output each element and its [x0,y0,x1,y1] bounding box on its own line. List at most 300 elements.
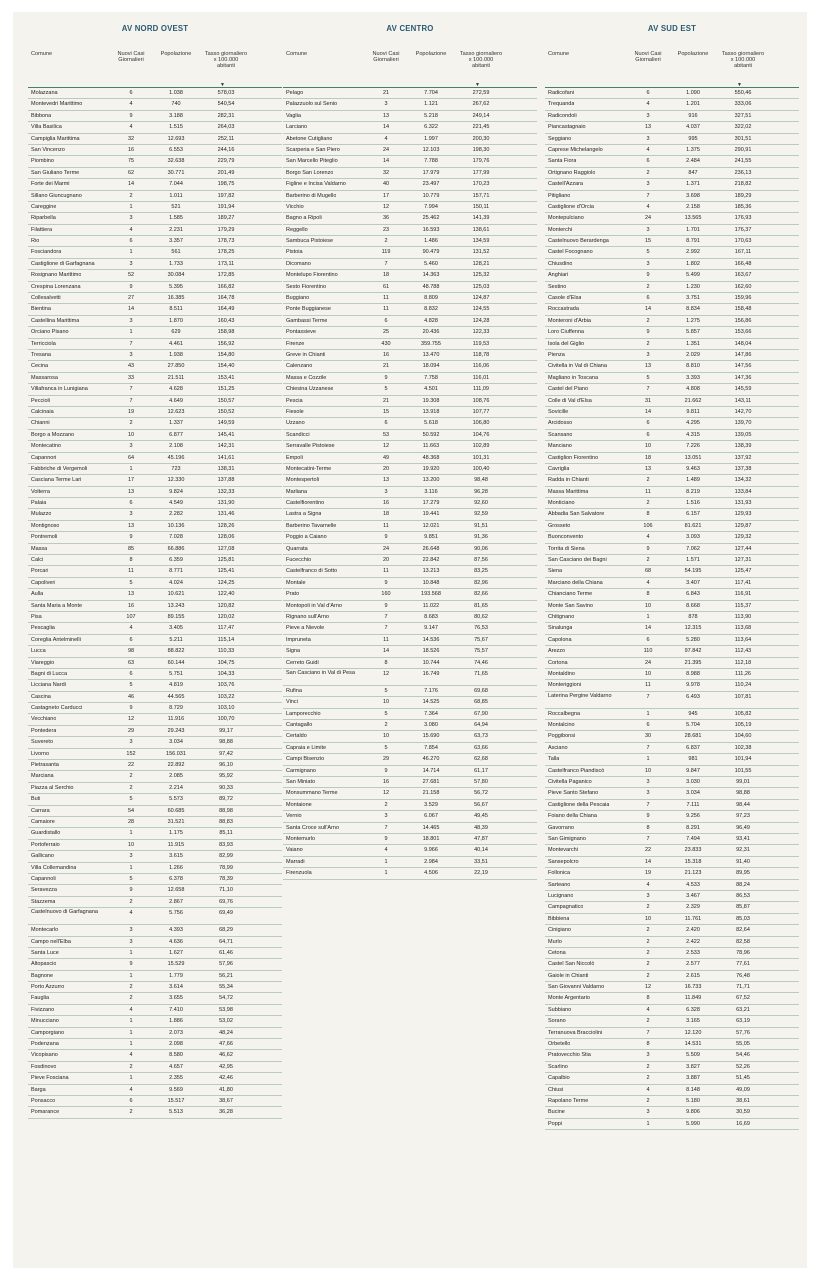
table-row [545,213,799,224]
tasso-cell: 173,11 [217,260,235,267]
comune-cell: Pratovecchio Stia [548,1052,591,1059]
comune-cell: Sesto Fiorentino [286,283,327,290]
nuovi-casi-cell: 14 [644,625,652,632]
table-row [28,806,282,817]
tasso-cell: 85,87 [736,904,750,911]
table-row [283,464,537,475]
popolazione-cell: 6.378 [169,875,183,882]
nuovi-casi-cell: 6 [129,90,133,96]
popolazione-cell: 1.121 [424,101,438,108]
popolazione-cell: 4.393 [169,927,183,934]
table-row [283,430,537,441]
table-row [28,794,282,805]
popolazione-cell: 8.729 [169,705,183,712]
nuovi-casi-cell: 2 [129,1109,133,1116]
tasso-cell: 131,46 [217,511,235,518]
popolazione-cell: 12.330 [167,477,185,484]
nuovi-casi-cell: 9 [646,329,650,336]
table-row [28,259,282,270]
popolazione-cell: 2.231 [169,226,183,233]
comune-cell: Prato [286,591,300,598]
nuovi-casi-cell: 4 [129,910,133,917]
table-row [545,1005,799,1016]
nuovi-casi-cell: 24 [644,215,652,222]
popolazione-cell: 23.497 [422,181,440,188]
nuovi-casi-cell: 2 [646,949,650,956]
nuovi-casi-cell: 4 [129,1006,133,1013]
popolazione-cell: 30.084 [167,272,185,279]
popolazione-cell: 7.854 [424,744,438,751]
table-row [545,282,799,293]
tasso-cell: 82,99 [219,853,233,860]
table-row [545,646,799,657]
popolazione-cell: 10.136 [167,522,185,529]
tasso-cell: 61,46 [219,949,233,956]
tasso-cell: 197,82 [217,192,235,199]
table-row [28,993,282,1004]
comune-cell: Radicondoli [548,112,577,119]
comune-cell: Ponsacco [31,1097,56,1104]
sort-caret-icon[interactable]: ▼ [220,82,225,88]
sort-caret-icon[interactable]: ▼ [737,82,742,88]
comune-cell: Montecarlo [31,927,59,934]
table-row [283,754,537,765]
comune-cell: Ponte Buggianese [286,306,331,313]
tasso-cell: 41,80 [219,1086,233,1093]
table-row [283,396,537,407]
popolazione-cell: 2.214 [169,784,183,791]
popolazione-cell: 14.525 [422,699,440,706]
tasso-cell: 80,62 [474,613,488,620]
popolazione-cell: 10.744 [422,659,440,666]
comune-cell: Coreglia Antelminelli [31,636,81,643]
tasso-cell: 98,48 [474,477,488,484]
tasso-cell: 189,27 [217,215,235,222]
comune-cell: Vicopisano [31,1052,58,1059]
table-row [545,959,799,970]
tasso-cell: 578,03 [217,90,235,96]
popolazione-cell: 8.511 [169,306,183,313]
tasso-cell: 69,76 [219,898,233,905]
table-row [28,703,282,714]
nuovi-casi-cell: 1 [129,1075,133,1082]
nuovi-casi-cell: 1 [129,1018,133,1025]
header-tasso[interactable]: Tasso giornaliero x 100.000 abitanti [459,51,503,69]
nuovi-casi-cell: 5 [384,744,388,751]
popolazione-cell: 1.870 [169,317,183,324]
tasso-cell: 148,04 [734,340,752,347]
tasso-cell: 97,23 [736,813,750,820]
popolazione-cell: 847 [688,169,698,176]
tasso-cell: 96,28 [474,488,488,495]
table-row [28,213,282,224]
tasso-cell: 143,11 [734,397,752,404]
table-row [28,1085,282,1096]
table-row [28,99,282,110]
popolazione-cell: 2.867 [169,898,183,905]
table-row [545,1039,799,1050]
popolazione-cell: 17.979 [422,169,440,176]
table-row [283,475,537,486]
tasso-cell: 104,60 [734,733,752,740]
table-row [283,339,537,350]
nuovi-casi-cell: 2 [129,984,133,991]
comune-cell: Monte San Savino [548,602,593,609]
comune-cell: Scandicci [286,431,310,438]
comune-cell: Pienza [548,351,565,358]
nuovi-casi-cell: 2 [129,420,133,427]
tasso-cell: 125,47 [734,568,752,575]
popolazione-cell: 18.526 [422,648,440,655]
nuovi-casi-cell: 7 [384,260,388,267]
comune-cell: Cavriglia [548,465,570,472]
popolazione-cell: 14.363 [422,272,440,279]
comune-cell: Rignano sull'Arno [286,613,329,620]
nuovi-casi-cell: 8 [129,557,133,564]
comune-cell: Pieve Fosciana [31,1075,69,1082]
comune-cell: Capoliveri [31,579,56,586]
nuovi-casi-cell: 10 [644,602,652,609]
nuovi-casi-cell: 4 [646,1006,650,1013]
nuovi-casi-cell: 6 [646,158,650,165]
comune-cell: Seravezza [31,887,57,894]
table-row [28,532,282,543]
nuovi-casi-cell: 7 [129,340,133,347]
popolazione-cell: 12.103 [422,146,440,153]
popolazione-cell: 3.357 [169,238,183,245]
nuovi-casi-cell: 2 [646,283,650,290]
table-row [283,247,537,258]
tasso-cell: 100,40 [472,465,490,472]
comune-cell: Trequanda [548,101,575,108]
comune-cell: Vernio [286,813,302,820]
nuovi-casi-cell: 2 [646,972,650,979]
popolazione-cell: 3.887 [686,1075,700,1082]
tasso-cell: 67,90 [474,710,488,717]
table-header [283,51,537,87]
table-row [28,959,282,970]
column-av-sud-est [545,24,799,1130]
table-row [28,971,282,982]
popolazione-cell: 88.822 [167,648,185,655]
sort-caret-icon[interactable]: ▼ [475,82,480,88]
comune-cell: Buonconvento [548,534,584,541]
comune-cell: Figline e Incisa Valdarno [286,181,346,188]
nuovi-casi-cell: 8 [646,995,650,1002]
tasso-cell: 55,34 [219,984,233,991]
popolazione-cell: 2.158 [686,203,700,210]
nuovi-casi-cell: 9 [129,961,133,968]
tasso-cell: 76,53 [474,625,488,632]
comune-cell: Vicchio [286,203,304,210]
table-row [28,350,282,361]
table-row [545,191,799,202]
tasso-cell: 122,33 [472,329,490,336]
header-tasso[interactable]: Tasso giornaliero x 100.000 abitanti [721,51,765,69]
table-row [28,771,282,782]
tasso-cell: 92,60 [474,500,488,507]
popolazione-cell: 9.824 [169,488,183,495]
tasso-cell: 57,80 [474,779,488,786]
table-row [28,498,282,509]
popolazione-cell: 97.842 [684,648,702,655]
comune-cell: Sorano [548,1018,566,1025]
popolazione-cell: 916 [688,112,698,119]
tasso-cell: 282,31 [217,112,235,119]
comune-cell: Altopascio [31,961,57,968]
popolazione-cell: 723 [171,465,181,472]
popolazione-cell: 629 [171,329,181,336]
table-row [28,407,282,418]
nuovi-casi-cell: 3 [129,927,133,934]
tasso-cell: 200,30 [472,135,490,142]
popolazione-cell: 7.410 [169,1006,183,1013]
comune-cell: Castelfranco Piandiscò [548,767,605,774]
tasso-cell: 147,86 [734,351,752,358]
table-row [283,111,537,122]
comune-cell: Bientina [31,306,51,313]
nuovi-casi-cell: 7 [646,801,650,808]
popolazione-cell: 1.371 [686,181,700,188]
comune-cell: Ortignano Raggiolo [548,169,596,176]
comune-cell: Loro Ciuffenna [548,329,584,336]
nuovi-casi-cell: 36 [382,215,390,222]
table-row [545,948,799,959]
comune-cell: Carmignano [286,767,316,774]
comune-cell: Castelnuovo Berardenga [548,238,609,245]
table-row [28,1005,282,1016]
comune-cell: Pietrasanta [31,762,59,769]
popolazione-cell: 81.621 [684,522,702,529]
popolazione-cell: 3.467 [686,892,700,899]
popolazione-cell: 521 [171,203,181,210]
popolazione-cell: 5.751 [169,670,183,677]
table-row [28,293,282,304]
table-row [28,578,282,589]
tasso-cell: 176,93 [734,215,752,222]
comune-cell: Abetone Cutigliano [286,135,333,142]
comune-cell: Mulazzo [31,511,52,518]
nuovi-casi-cell: 13 [382,477,390,484]
nuovi-casi-cell: 2 [646,904,650,911]
tasso-cell: 142,31 [217,443,235,450]
nuovi-casi-cell: 6 [384,420,388,427]
comune-cell: Lamporecchio [286,710,321,717]
nuovi-casi-cell: 85 [127,545,135,552]
popolazione-cell: 3.529 [424,801,438,808]
popolazione-cell: 9.811 [686,408,700,415]
table-row [545,914,799,925]
popolazione-cell: 8.771 [169,568,183,575]
tasso-cell: 241,55 [734,158,752,165]
tasso-cell: 42,46 [219,1075,233,1082]
comune-cell: Quarrata [286,545,308,552]
popolazione-cell: 8.668 [686,602,700,609]
comune-cell: Signa [286,648,301,655]
table-row [28,863,282,874]
nuovi-casi-cell: 13 [644,124,652,131]
nuovi-casi-cell: 32 [127,135,135,142]
table-row [283,384,537,395]
nuovi-casi-cell: 4 [129,226,133,233]
table-row [545,316,799,327]
comune-cell: Certaldo [286,733,307,740]
popolazione-cell: 11.915 [167,841,185,848]
comune-cell: Villafranca in Lunigiana [31,386,88,393]
tasso-cell: 128,26 [217,522,235,529]
popolazione-cell: 193.568 [421,591,441,598]
comune-cell: Sansepolcro [548,858,579,865]
table-row [545,680,799,691]
table-row [28,737,282,748]
comune-cell: Borgo San Lorenzo [286,169,334,176]
table-row [28,521,282,532]
comune-cell: Massarosa [31,374,58,381]
nuovi-casi-cell: 5 [646,249,650,256]
comune-cell: Castell'Azzara [548,181,583,188]
popolazione-cell: 9.966 [424,847,438,854]
nuovi-casi-cell: 16 [382,500,390,507]
tasso-cell: 166,82 [217,283,235,290]
table-row [545,1062,799,1073]
tasso-cell: 53,02 [219,1018,233,1025]
comune-cell: Barberino Tavarnelle [286,522,337,529]
tasso-cell: 177,99 [472,169,490,176]
table-row [545,601,799,612]
tasso-cell: 112,43 [734,648,752,655]
tasso-cell: 75,57 [474,648,488,655]
tasso-cell: 82,66 [474,591,488,598]
tasso-cell: 128,06 [217,534,235,541]
table-row [28,509,282,520]
comune-cell: Bagnone [31,972,54,979]
table-row [545,658,799,669]
tasso-cell: 97,42 [219,750,233,757]
table-row [545,418,799,429]
table-row [28,646,282,657]
popolazione-cell: 48.788 [422,283,440,290]
comune-cell: Scarlino [548,1063,568,1070]
table-row [545,857,799,868]
nuovi-casi-cell: 2 [646,1097,650,1104]
popolazione-cell: 3.188 [169,112,183,119]
nuovi-casi-cell: 98 [127,648,135,655]
tasso-cell: 83,93 [219,841,233,848]
popolazione-cell: 15.318 [684,858,702,865]
tasso-cell: 131,52 [472,249,490,256]
table-row [28,270,282,281]
nuovi-casi-cell: 5 [384,687,388,694]
table-row [545,99,799,110]
tasso-cell: 95,92 [219,773,233,780]
table-row [545,766,799,777]
popolazione-cell: 12.120 [684,1029,702,1036]
popolazione-cell: 1.486 [424,238,438,245]
tasso-cell: 138,61 [472,226,490,233]
table-row [28,623,282,634]
comune-cell: Fiesole [286,408,304,415]
nuovi-casi-cell: 52 [127,272,135,279]
comune-cell: Montepulciano [548,215,584,222]
nuovi-casi-cell: 9 [646,813,650,820]
table-row [545,384,799,395]
tasso-cell: 108,76 [472,397,490,404]
popolazione-cell: 2.484 [686,158,700,165]
nuovi-casi-cell: 4 [129,101,133,108]
tasso-cell: 137,38 [734,465,752,472]
table-row [28,760,282,771]
popolazione-cell: 10.779 [422,192,440,199]
popolazione-cell: 2.329 [686,904,700,911]
tasso-cell: 124,87 [472,295,490,302]
nuovi-casi-cell: 2 [646,938,650,945]
nuovi-casi-cell: 2 [646,961,650,968]
tasso-cell: 125,81 [217,557,235,564]
comune-cell: Montopoli in Val d'Arno [286,602,342,609]
popolazione-cell: 4.549 [169,500,183,507]
tasso-cell: 69,49 [219,910,233,917]
comune-cell: Minucciano [31,1018,59,1025]
table-row [545,441,799,452]
nuovi-casi-cell: 9 [384,767,388,774]
table-row [283,743,537,754]
table-row [28,1073,282,1084]
nuovi-casi-cell: 7 [646,1029,650,1036]
column-title: AV SUD EST [647,24,697,33]
table-row [283,566,537,577]
tasso-cell: 40,14 [474,847,488,854]
tasso-cell: 120,02 [217,613,235,620]
tasso-cell: 102,89 [472,443,490,450]
nuovi-casi-cell: 3 [646,892,650,899]
table-row [28,726,282,737]
table-row [28,851,282,862]
tasso-cell: 125,03 [472,283,490,290]
popolazione-cell: 23.833 [684,847,702,854]
nuovi-casi-cell: 21 [382,90,390,96]
popolazione-cell: 12.658 [167,887,185,894]
nuovi-casi-cell: 7 [384,824,388,831]
tasso-cell: 82,58 [736,938,750,945]
popolazione-cell: 5.509 [686,1052,700,1059]
header-tasso[interactable]: Tasso giornaliero x 100.000 abitanti [204,51,248,69]
nuovi-casi-cell: 7 [646,836,650,842]
nuovi-casi-cell: 10 [127,431,135,438]
comune-cell: Montaldino [548,670,575,677]
nuovi-casi-cell: 2 [384,801,388,808]
comune-cell: Monsummano Terme [286,790,338,797]
nuovi-casi-cell: 1 [129,949,133,956]
nuovi-casi-cell: 10 [382,733,390,740]
popolazione-cell: 5.857 [686,329,700,336]
popolazione-cell: 1.802 [686,260,700,267]
comune-cell: Peccioli [31,397,50,404]
nuovi-casi-cell: 9 [129,283,133,290]
comune-cell: Pieve Santo Stefano [548,790,599,797]
comune-cell: Sillano Giuncugnano [31,192,82,199]
tasso-cell: 198,30 [472,146,490,153]
popolazione-cell: 12.021 [422,522,440,529]
nuovi-casi-cell: 7 [646,192,650,199]
comune-cell: Montecatini-Terme [286,465,332,472]
comune-cell: Terricciola [31,340,56,347]
table-row [545,692,799,709]
nuovi-casi-cell: 5 [129,875,133,882]
table-row [28,840,282,851]
nuovi-casi-cell: 63 [127,659,135,666]
popolazione-cell: 9.569 [169,1086,183,1093]
table-row [545,635,799,646]
